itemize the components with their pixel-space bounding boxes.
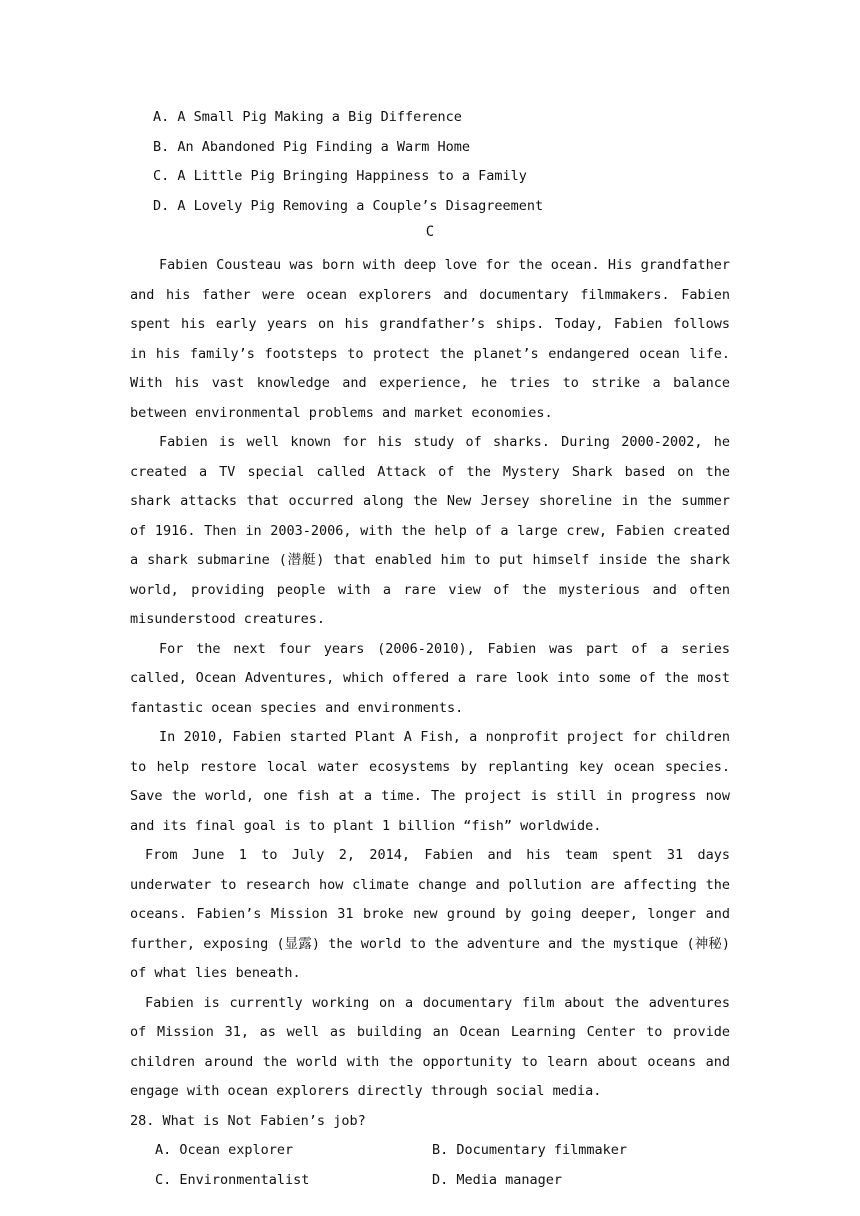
paragraph-4: In 2010, Fabien started Plant A Fish, a nonprofit project for children to help restore local water ecosystems by replanting key ocean species. Save the world, one fish at a time. The project is still in progress now and its final goal is to plant 1 billion “fish” worldwide. <box>130 729 730 834</box>
paragraph-1: Fabien Cousteau was born with deep love for the ocean. His grandfather and his father were ocean explorers and documentary filmmakers. Fabien spent his early years on his grandfather’s ships. Today, Fabien follows in his family’s footsteps to protect the planet’s endangered ocean life. With his vast knowledge and experience, he tries to strike a balance between environmental problems and market economies. <box>130 257 730 421</box>
reading-passage <box>130 251 730 1195</box>
section-heading: C <box>425 224 435 240</box>
choice-d: D. Media manager <box>432 1171 563 1188</box>
choice-a: A. Ocean explorer <box>155 1142 294 1158</box>
option-a: A. A Small Pig Making a Big Difference <box>153 109 462 125</box>
option-c: C. A Little Pig Bringing Happiness to a Family <box>153 168 527 184</box>
paragraph-2: Fabien is well known for his study of sharks. During 2000-2002, he created a TV special called Attack of the Mystery Shark based on the shark attacks that occurred along the New Jersey shoreline in the summer of 1916. Then in 2003-2006, with the help of a large crew, Fabien created a shark submarine (潜艇) that enabled him to put himself inside the shark world, providing people with a rare view of the mysterious and often misunderstood creatures. <box>130 434 730 627</box>
choice-c: C. Environmentalist <box>155 1171 310 1188</box>
option-d: D. A Lovely Pig Removing a Couple’s Disagreement <box>153 197 544 214</box>
paragraph-5: From June 1 to July 2, 2014, Fabien and his team spent 31 days underwater to research how climate change and pollution are affecting the oceans. Fabien’s Mission 31 broke new ground by going deeper, longer and further, exposing (显露) the world to the adventure and the mystique (神秘) of what lies beneath. <box>130 847 730 981</box>
paragraph-6: Fabien is currently working on a documentary film about the adventures of Mission 31, as well as building an Ocean Learning Center to provide children around the world with the opportunity to learn about oceans and engage with ocean explorers directly through social media. <box>130 994 730 1099</box>
question-28: 28. What is Not Fabien’s job? <box>130 1112 366 1129</box>
choice-b: B. Documentary filmmaker <box>432 1142 628 1158</box>
option-b: B. An Abandoned Pig Finding a Warm Home <box>153 138 470 155</box>
previous-question-options <box>153 103 543 221</box>
question-28-choices <box>130 1136 730 1195</box>
paragraph-3: For the next four years (2006-2010), Fabien was part of a series called, Ocean Adventures, which offered a rare look into some of the most fantastic ocean species and environments. <box>130 640 730 716</box>
